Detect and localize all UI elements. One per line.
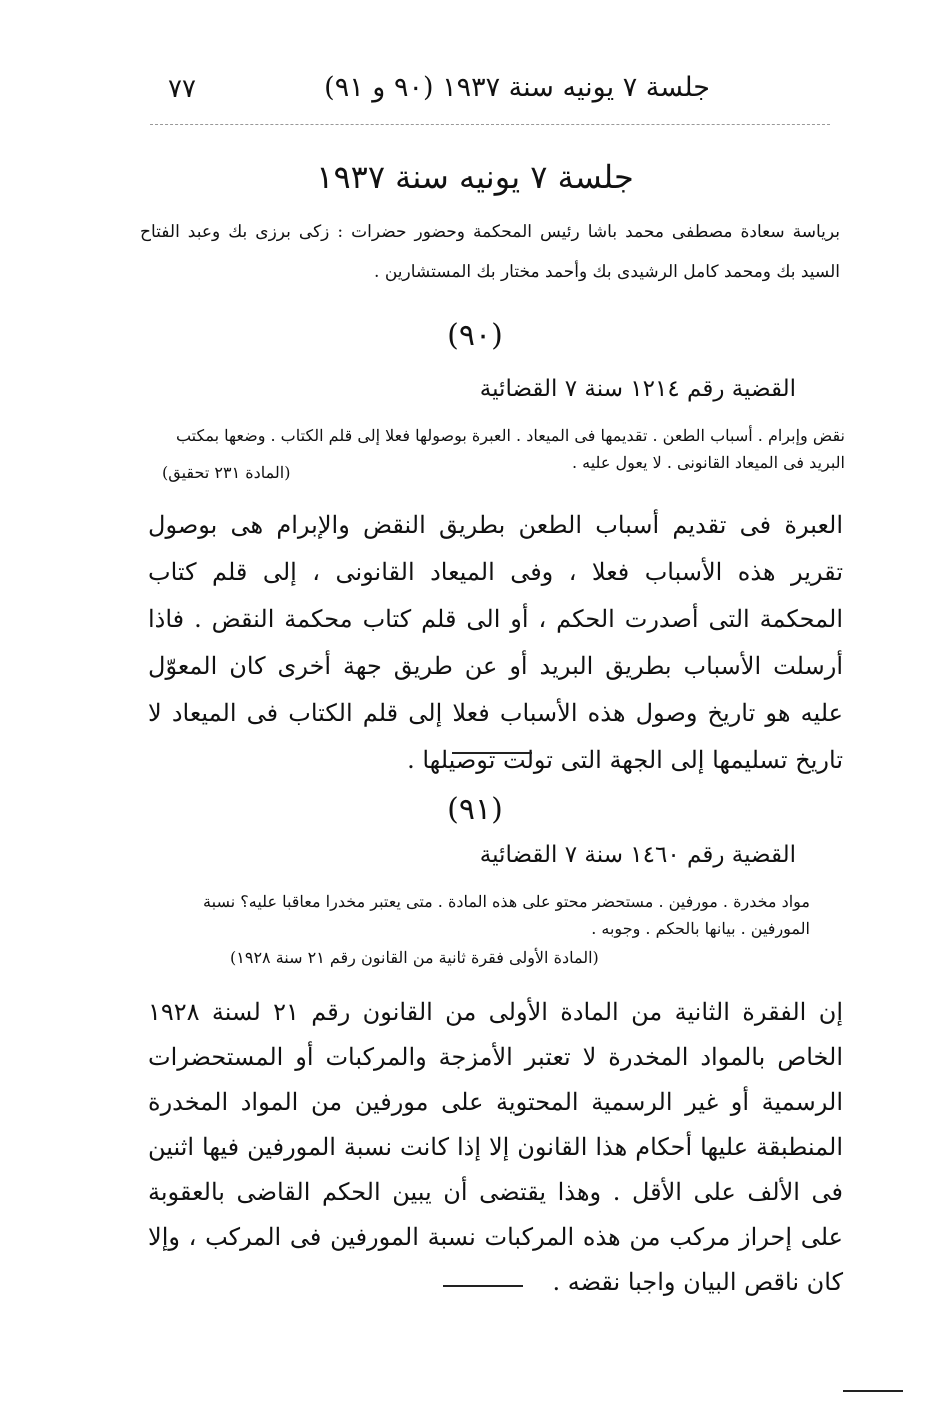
case-summary: مواد مخدرة . مورفين . مستحضر محتو على هذه المادة . متى يعتبر مخدرا معاقبا عليه؟ نسبة المورفين . بيانها بالحكم . وجوبه . xyxy=(203,892,810,938)
section-divider xyxy=(443,1285,523,1287)
case-number: (٩٠) xyxy=(447,318,503,353)
case-reference: القضية رقم ١٢١٤ سنة ٧ القضائية xyxy=(479,376,796,402)
case-body: العبرة فى تقديم أسباب الطعن بطريق النقض والإبرام هى بوصول تقرير هذه الأسباب فعلا ، وفى الميعاد القانونى ، إلى قلم كتاب المحكمة التى أصدرت الحكم ، أو الى قلم كتاب محكمة النقض . فاذا أرسلت الأسباب بطريق البريد أو عن طريق جهة أخرى كان المعوّل عليه هو تاريخ وصول هذه الأسباب فعلا إلى قلم الكتاب فى الميعاد لا تاريخ تسليمها إلى الجهة التى تولت توصيلها . xyxy=(148,511,843,774)
case-reference: القضية رقم ١٤٦٠ سنة ٧ القضائية xyxy=(479,842,796,868)
section-divider xyxy=(452,752,532,754)
page-number: ٧٧ xyxy=(168,74,196,104)
footer-rule xyxy=(843,1390,903,1392)
header-rule xyxy=(150,124,830,125)
case-body: إن الفقرة الثانية من المادة الأولى من القانون رقم ٢١ لسنة ١٩٢٨ الخاص بالمواد المخدرة لا تعتبر الأمزجة والمركبات أو المستحضرات الرسمية أو غير الرسمية المحتوية على مورفين من المواد المخدرة المنطبقة عليها أحكام هذا القانون إلا إذا كانت نسبة المورفين فيها اثنين فى الألف على الأقل . وهذا يقتضى أن يبين الحكم القاضى بالعقوبة على إحراز مركب من هذه المركبات نسبة المورفين فى المركب ، وإلا كان ناقص البيان واجبا نقضه . xyxy=(148,998,843,1296)
case-number: (٩١) xyxy=(447,792,503,827)
article-reference: (المادة الأولى فقرة ثانية من القانون رقم ٢١ سنة ١٩٢٨) xyxy=(230,948,599,967)
running-header xyxy=(150,70,710,114)
running-header-title: جلسة ٧ يونيه سنة ١٩٣٧ (٩٠ و ٩١) xyxy=(324,72,710,103)
article-reference: (المادة ٢٣١ تحقيق) xyxy=(162,463,291,482)
session-title: جلسة ٧ يونيه سنة ١٩٣٧ xyxy=(316,158,634,196)
case-summary: نقض وإبرام . أسباب الطعن . تقديمها فى الميعاد . العبرة بوصولها فعلا إلى قلم الكتاب . وضعها بمكتب البريد فى الميعاد القانونى . لا يعول عليه . xyxy=(175,426,845,472)
session-presidency: برياسة سعادة مصطفى محمد باشا رئيس المحكمة وحضور حضرات : زكى برزى بك وعبد الفتاح السيد بك ومحمد كامل الرشيدى بك وأحمد مختار بك المستشارين . xyxy=(140,222,841,282)
